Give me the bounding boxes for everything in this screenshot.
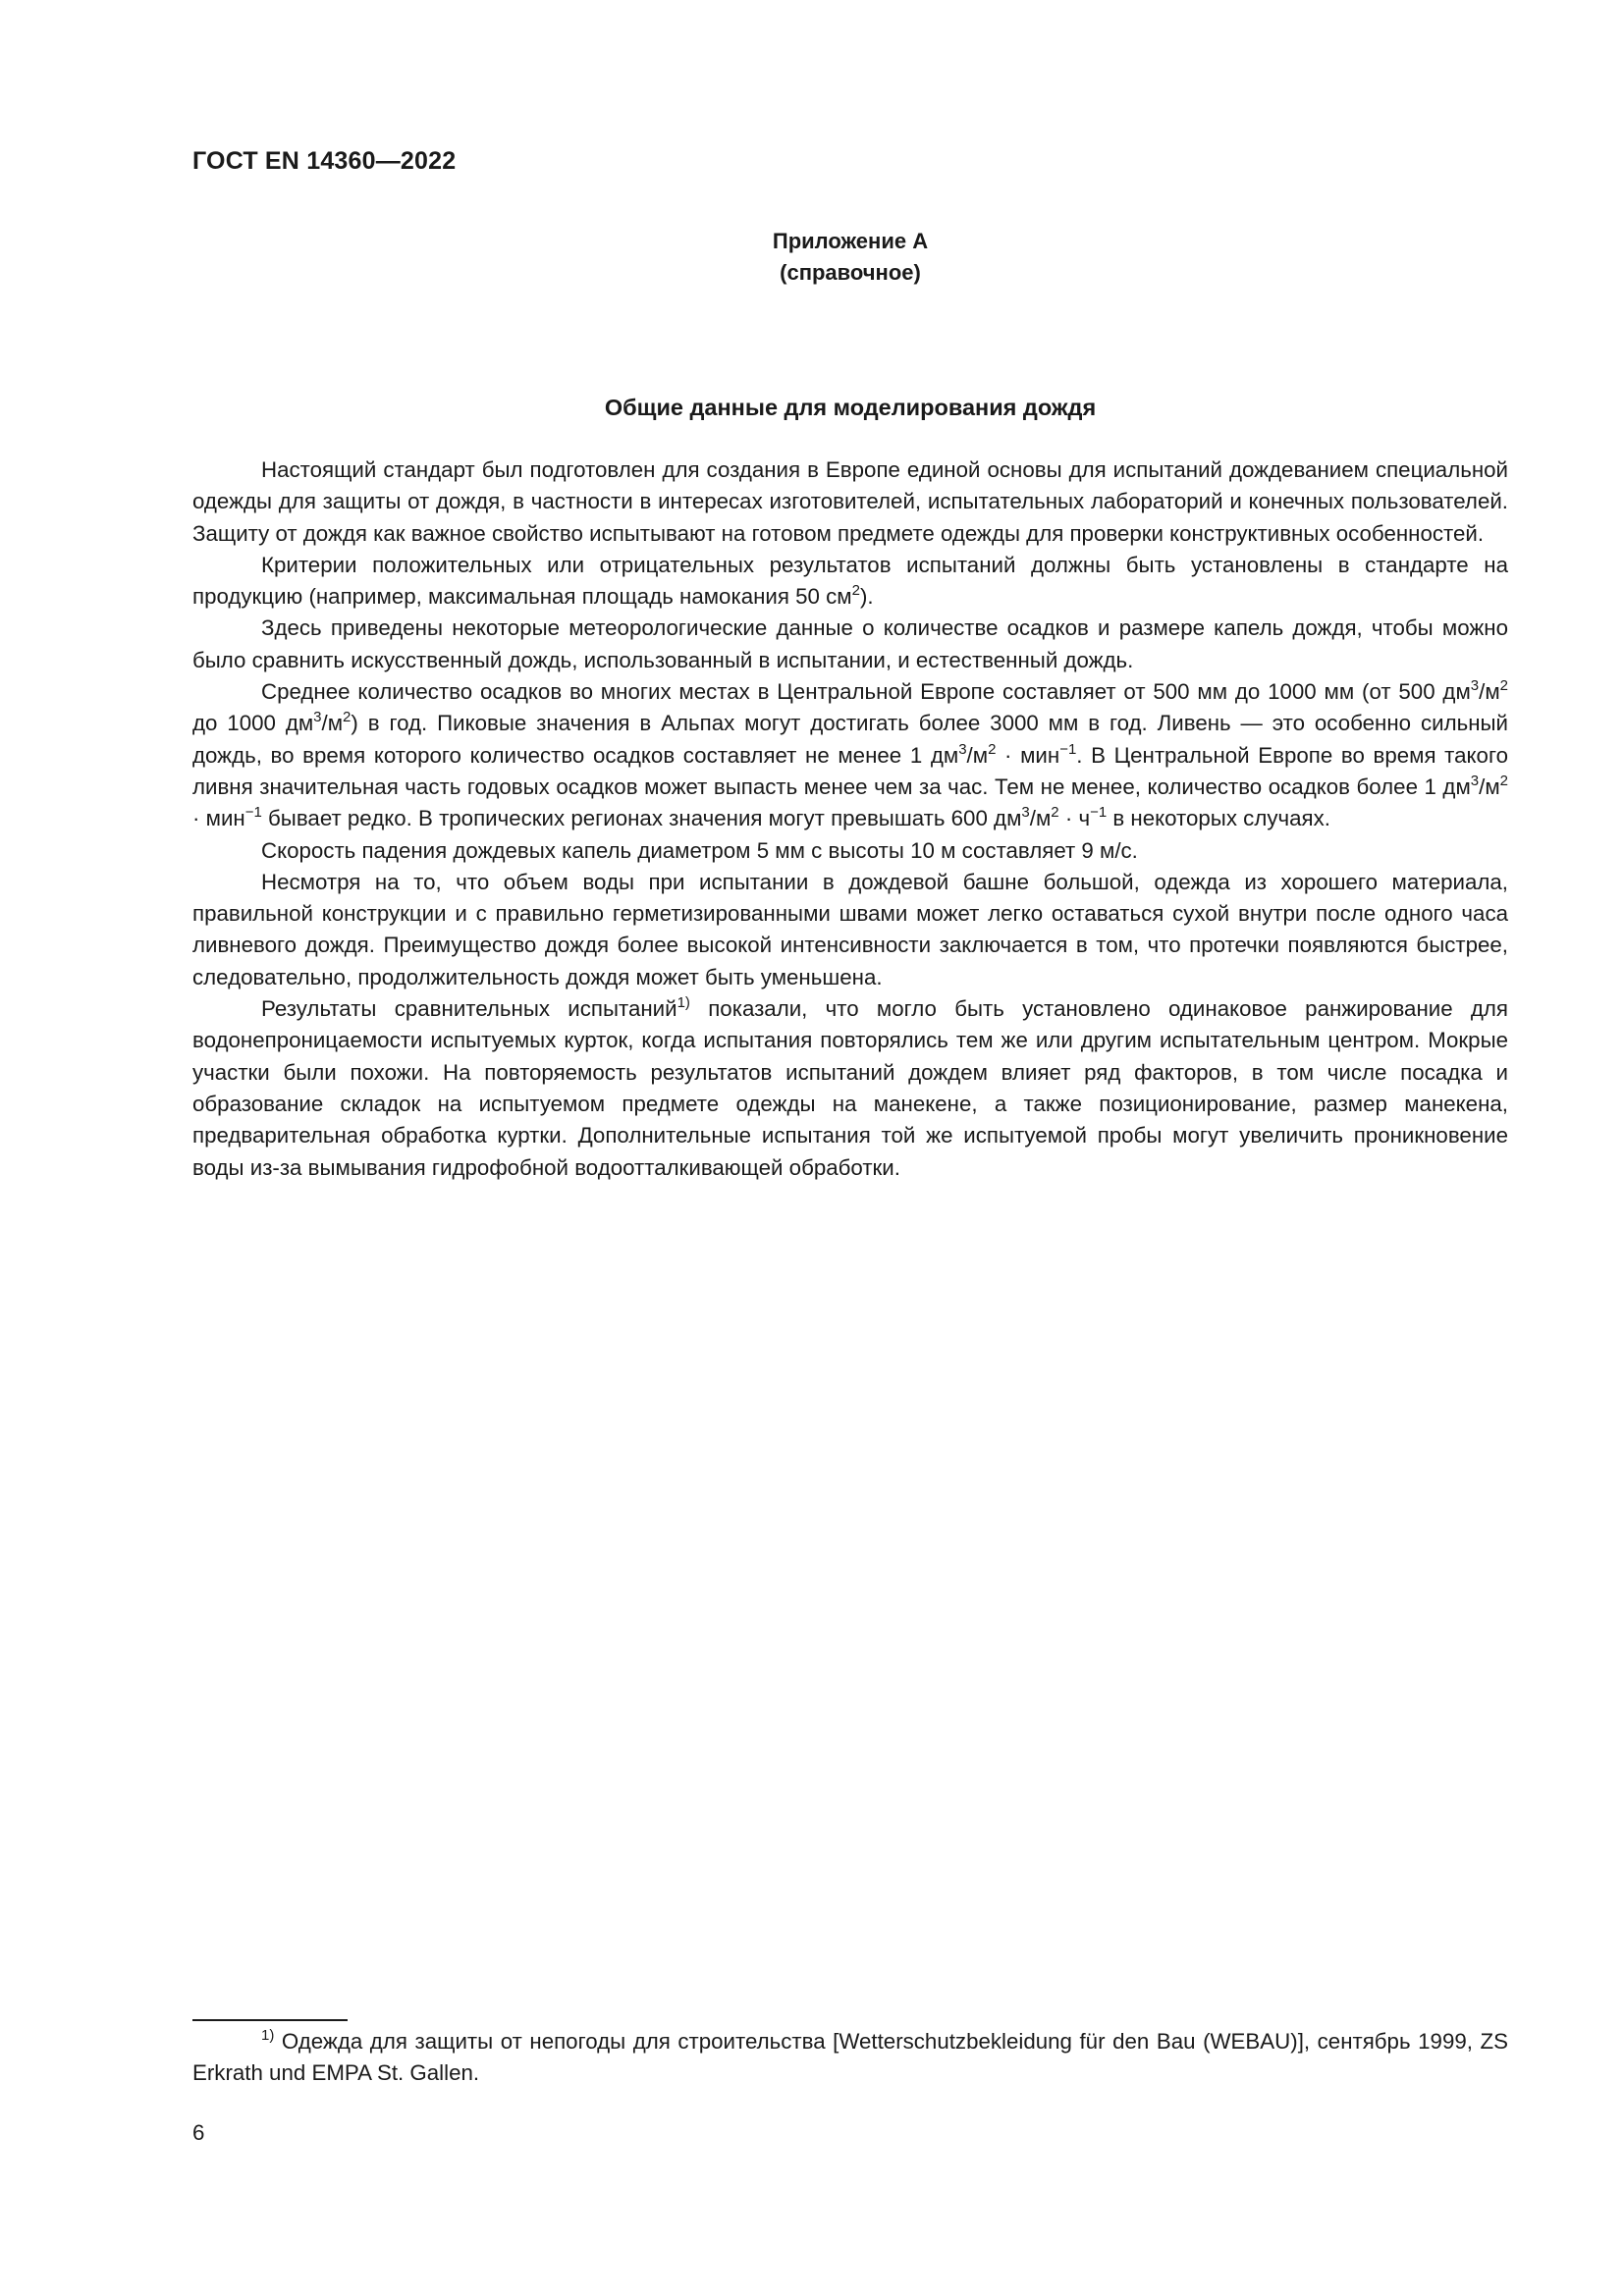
text-run: /м [1479,774,1500,799]
document-code-header: ГОСТ EN 14360—2022 [192,147,457,175]
paragraph-5: Скорость падения дождевых капель диаметром 5 мм с высоты 10 м составляет 9 м/с. [261,837,1138,863]
superscript: 2 [988,740,997,758]
text-run: до 1000 дм [192,711,314,736]
paragraph-1: Настоящий стандарт был подготовлен для создания в Европе единой основы для испытаний дождеванием специальной одежды для защиты от дождя, в частности в интересах изготовителей, испытательных лабораторий и конечных пользователей. Защиту от дождя как важное свойство испытывают на готовом предмете одежды для проверки конструктивных особенностей. [192,457,1508,546]
text-run: · мин [192,806,245,831]
text-run: /м [321,711,344,736]
superscript: 3 [313,709,322,726]
text-run: · ч [1058,806,1091,831]
annex-heading [192,226,1508,289]
superscript: 3 [1470,677,1480,695]
text-run: в некоторых случаях. [1107,806,1330,831]
paragraph-4 [192,676,1508,834]
paragraph-7 [192,993,1508,1184]
annex-title: Приложение А [772,229,929,253]
text-run: /м [966,742,989,768]
footnote-separator [192,2019,348,2021]
text-run: /м [1029,806,1052,831]
paragraph-6: Несмотря на то, что объем воды при испытании в дождевой башне большой, одежда из хорошего материала, правильной конструкции и с правильно герметизированными швами может легко оставаться сухой внутри после одного часа ливневого дождя. Преимущество дождя более высокой интенсивности заключается в том, что протечки появляются быстрее, следовательно, продолжительность дождя может быть уменьшена. [192,869,1508,989]
superscript: 2 [1051,804,1059,822]
footnote-text [192,2026,1508,2090]
paragraph-3: Здесь приведены некоторые метеорологические данные о количестве осадков и размере капель дождя, чтобы можно было сравнить искусственный дождь, использованный в испытании, и естественный дождь. [192,615,1508,672]
text-run: . В Центральной Европе во время такого ливня значительная часть годовых осадков может выпасть менее чем за час. Тем не менее, количество осадков более 1 дм [192,742,1508,799]
paragraph-2 [192,550,1508,614]
annex-status: (справочное) [780,260,921,285]
superscript: 2 [1499,772,1508,789]
footnote-marker: 1) [261,2027,275,2044]
footnote-reference[interactable]: 1) [677,994,690,1012]
text-run: Критерии положительных или отрицательных результатов испытаний должны быть установлены в стандарте на продукцию (например, максимальная площадь намокания 50 см [192,552,1508,610]
text-run: · мин [996,742,1060,768]
footnote-body: Одежда для защиты от непогоды для строительства [Wetterschutzbekleidung für den Bau (WEBAU)], сентябрь 1999, ZS Erkrath und EMPA St. Gallen. [192,2029,1508,2086]
superscript: 3 [958,740,967,758]
superscript: −1 [1090,804,1108,822]
footnote [192,2026,1508,2090]
text-run: Среднее количество осадков во многих местах в Центральной Европе составляет от 500 мм до 1000 мм (от 500 дм [261,679,1471,705]
section-title: Общие данные для моделирования дождя [604,395,1097,420]
superscript: 2 [343,709,352,726]
text-run: ) в год. Пиковые значения в Альпах могут достигать более 3000 мм в год. Ливень — это особенно сильный дождь, во время которого количество осадков составляет не менее 1 дм [192,711,1508,768]
superscript: −1 [1059,740,1077,758]
text-run: Результаты сравнительных испытаний [261,996,677,1022]
text-run: показали, что могло быть установлено одинаковое ранжирование для водонепроницаемости испытуемых курток, когда испытания повторялись тем же или другим испытательным центром. Мокрые участки были похожи. На повторяемость результатов испытаний дождем влияет ряд факторов, в том числе посадка и образование складок на испытуемом предмете одежды на манекене, а также позиционирование, размер манекена, предварительная обработка куртки. Дополнительные испытания той же испытуемой пробы могут увеличить проникновение воды из-за вымывания гидрофобной водоотталкивающей обработки. [192,996,1509,1180]
superscript: 3 [1470,772,1480,789]
text-run: бывает редко. В тропических регионах значения могут превышать 600 дм [261,806,1022,831]
superscript: 2 [1499,677,1508,695]
text-run: ). [859,584,874,610]
superscript: 3 [1021,804,1030,822]
superscript: −1 [244,804,262,822]
body-text [192,454,1508,1184]
text-run: /м [1479,679,1500,705]
superscript: 2 [851,582,860,600]
page-number: 6 [192,2120,205,2145]
